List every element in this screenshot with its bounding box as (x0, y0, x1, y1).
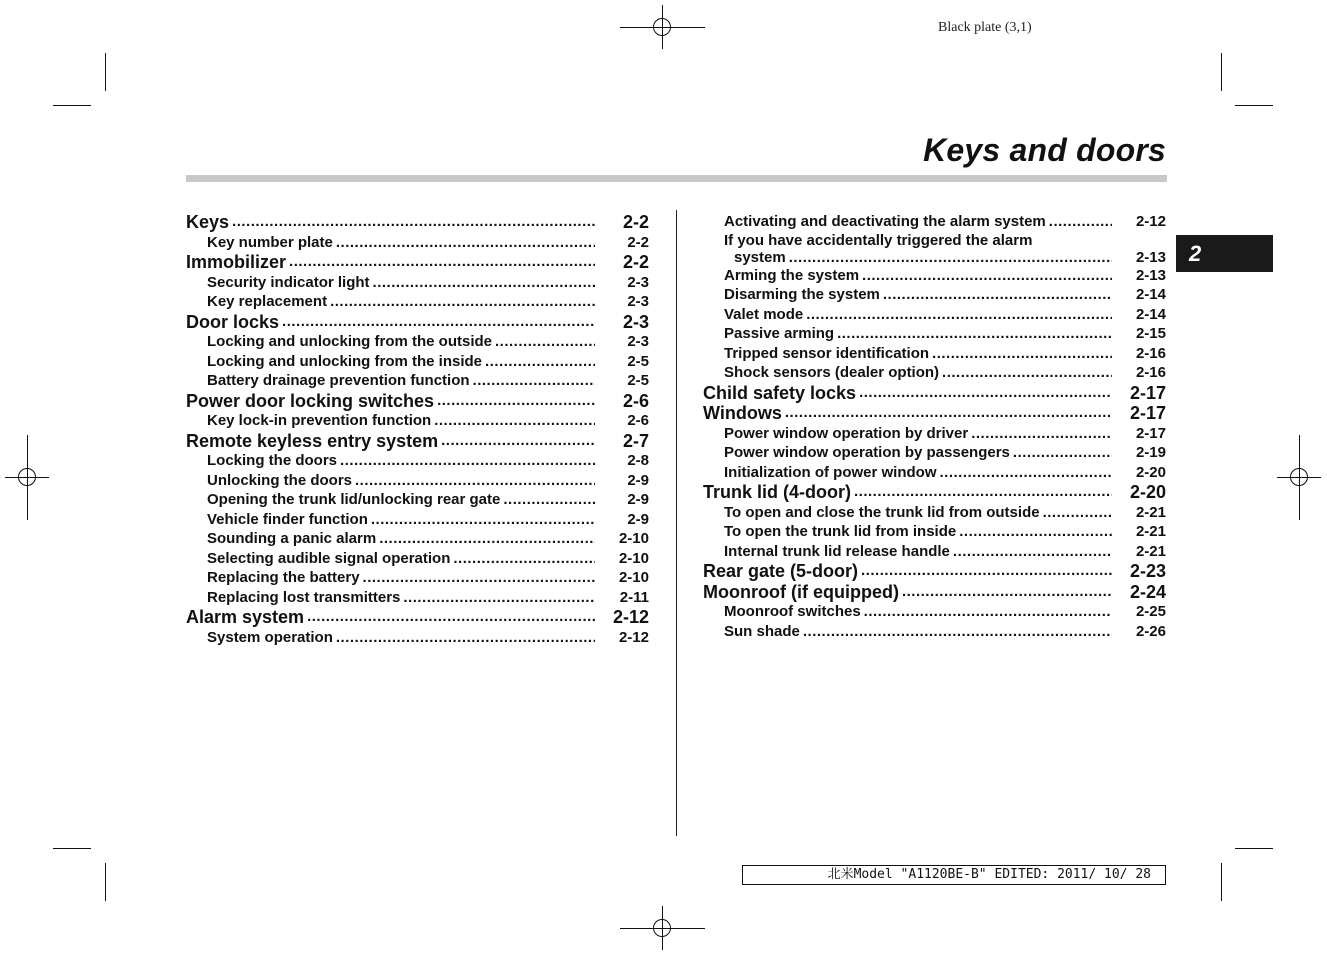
toc-entry-page: 2-10 (618, 530, 649, 547)
toc-entry-label: Power window operation by driver (724, 424, 969, 442)
toc-entry-page: 2-21 (1135, 503, 1166, 521)
dot-leader (336, 628, 595, 648)
toc-entry[interactable] (186, 252, 649, 273)
toc-entry-label: Disarming the system (724, 286, 880, 303)
toc-entry-label: Activating and deactivating the alarm system (724, 213, 1046, 230)
toc-entry-page: 2-17 (1129, 382, 1166, 403)
toc-entry-page: 2-16 (1135, 364, 1166, 381)
toc-entry-label: Locking the doors (207, 452, 338, 469)
toc-entry-label: Locking and unlocking from the inside (207, 352, 483, 370)
dot-leader (902, 582, 1112, 603)
crop-mark-tr-h (1235, 105, 1273, 106)
dot-leader (971, 424, 1112, 444)
toc-entry[interactable] (186, 490, 649, 510)
crop-mark-tl-h (53, 105, 91, 106)
toc-entry-page: 2-9 (627, 510, 649, 528)
toc-entry-label: Replacing lost transmitters (207, 588, 401, 606)
toc-entry[interactable] (703, 285, 1166, 305)
toc-entry-label: Child safety locks (703, 382, 857, 403)
dot-leader (434, 411, 595, 431)
toc-entry-page: 2-2 (622, 212, 649, 232)
toc-entry-label: Passive arming (724, 325, 835, 342)
toc-entry[interactable] (186, 471, 649, 491)
dot-leader (1049, 212, 1112, 232)
toc-entry[interactable] (703, 622, 1166, 642)
dot-leader (379, 529, 595, 549)
toc-entry-label: Tripped sensor identification (724, 344, 930, 362)
toc-entry-label: Door locks (186, 311, 280, 332)
toc-entry-page: 2-26 (1135, 622, 1166, 640)
toc-entry-page: 2-13 (1135, 266, 1166, 284)
toc-entry[interactable] (703, 503, 1166, 523)
dot-leader (803, 622, 1112, 642)
crop-mark-tr-v (1221, 53, 1222, 91)
toc-entry[interactable] (703, 424, 1166, 444)
dot-leader (282, 312, 595, 333)
toc-entry-page: 2-6 (622, 390, 649, 411)
chapter-tab[interactable]: 2 (1176, 235, 1273, 272)
toc-entry-page: 2-2 (622, 252, 649, 272)
toc-entry[interactable] (703, 403, 1166, 424)
toc-entry[interactable] (703, 522, 1166, 542)
toc-entry-page: 2-10 (618, 549, 649, 567)
toc-entry[interactable] (703, 232, 1166, 249)
toc-entry[interactable] (703, 266, 1166, 286)
toc-entry-label: Sounding a panic alarm (207, 530, 377, 547)
toc-entry-label: Vehicle finder function (207, 510, 368, 528)
toc-entry-label: Alarm system (186, 607, 305, 627)
toc-entry-label: Moonroof (if equipped) (703, 581, 899, 602)
toc-entry-page: 2-20 (1129, 482, 1166, 502)
toc-entry[interactable] (186, 411, 649, 431)
toc-entry-page: 2-13 (1135, 248, 1166, 266)
toc-entry[interactable] (186, 332, 649, 352)
dot-leader (862, 266, 1112, 286)
dot-leader (1043, 503, 1112, 523)
toc-entry-label: Replacing the battery (207, 569, 360, 586)
dot-leader (355, 471, 595, 491)
toc-entry[interactable] (186, 568, 649, 588)
toc-entry-page: 2-10 (618, 569, 649, 586)
dot-leader (940, 463, 1113, 483)
toc-entry[interactable] (703, 463, 1166, 483)
toc-entry[interactable] (703, 363, 1166, 383)
dot-leader (437, 391, 595, 412)
crop-mark-bl-h (53, 848, 91, 849)
toc-entry-page: 2-11 (619, 588, 649, 606)
dot-leader (859, 383, 1112, 404)
plate-label: Black plate (3,1) (938, 20, 1032, 35)
crop-mark-br-v (1221, 863, 1222, 901)
toc-entry-label: To open and close the trunk lid from outside (724, 503, 1040, 521)
toc-entry[interactable] (703, 324, 1166, 344)
toc-entry-page: 2-12 (1135, 213, 1166, 230)
toc-entry-label: Immobilizer (186, 252, 287, 272)
toc-entry[interactable] (703, 212, 1166, 232)
dot-leader (932, 344, 1112, 364)
toc-entry[interactable] (186, 451, 649, 471)
dot-leader (503, 490, 595, 510)
toc-entry-label: Remote keyless entry system (186, 430, 439, 451)
toc-right-column (703, 212, 1166, 641)
dot-leader (289, 252, 595, 273)
dot-leader (232, 212, 595, 233)
dot-leader (441, 431, 595, 452)
toc-entry-label: Locking and unlocking from the outside (207, 333, 493, 350)
toc-entry-label: Rear gate (5-door) (703, 561, 859, 581)
toc-entry[interactable] (186, 371, 649, 391)
toc-entry-label: Internal trunk lid release handle (724, 542, 950, 560)
title-rule (186, 175, 1167, 182)
toc-entry-page: 2-3 (622, 311, 649, 332)
toc-entry[interactable] (186, 312, 649, 333)
toc-entry[interactable] (186, 352, 649, 372)
toc-entry-page: 2-3 (627, 293, 649, 310)
toc-entry-label: Key lock-in prevention function (207, 412, 432, 429)
dot-leader (336, 233, 595, 253)
toc-entry-page: 2-23 (1129, 561, 1166, 581)
toc-entry[interactable] (703, 561, 1166, 582)
toc-entry[interactable] (186, 273, 649, 293)
crop-mark-bl-v (105, 863, 106, 901)
toc-entry[interactable] (703, 602, 1166, 622)
toc-entry-label: Key replacement (207, 293, 328, 310)
dot-leader (942, 363, 1112, 383)
toc-entry-label: Security indicator light (207, 273, 370, 291)
toc-entry[interactable] (703, 249, 1166, 266)
dot-leader (330, 292, 595, 312)
dot-leader (485, 352, 595, 372)
toc-entry[interactable] (186, 549, 649, 569)
toc-entry-page: 2-9 (627, 491, 649, 508)
dot-leader (806, 305, 1112, 325)
dot-leader (340, 451, 595, 471)
dot-leader (307, 607, 595, 628)
toc-entry-label: Windows (703, 403, 782, 423)
toc-entry[interactable] (703, 443, 1166, 463)
toc-entry[interactable] (186, 233, 649, 253)
toc-entry-page: 2-5 (627, 352, 649, 370)
toc-entry-page: 2-5 (627, 372, 649, 389)
toc-entry-page: 2-21 (1135, 542, 1166, 560)
toc-entry[interactable] (186, 588, 649, 608)
toc-entry[interactable] (703, 542, 1166, 562)
toc-entry[interactable] (186, 212, 649, 233)
toc-entry-page: 2-6 (627, 412, 649, 429)
toc-entry-label: Moonroof switches (724, 603, 861, 620)
dot-leader (959, 522, 1112, 542)
toc-entry-page: 2-21 (1135, 523, 1166, 540)
toc-entry-page: 2-17 (1135, 424, 1166, 442)
toc-entry-page: 2-24 (1129, 581, 1166, 602)
dot-leader (854, 482, 1112, 503)
toc-entry-page: 2-17 (1129, 403, 1166, 423)
toc-entry-page: 2-8 (627, 452, 649, 469)
toc-entry[interactable] (703, 482, 1166, 503)
toc-entry[interactable] (186, 628, 649, 648)
dot-leader (373, 273, 595, 293)
toc-entry-label: Initialization of power window (724, 463, 937, 481)
toc-entry[interactable] (703, 305, 1166, 325)
toc-left-column (186, 212, 649, 647)
toc-entry-page: 2-14 (1135, 305, 1166, 323)
toc-entry-label: Key number plate (207, 233, 333, 251)
toc-entry[interactable] (703, 383, 1166, 404)
toc-entry-label: Selecting audible signal operation (207, 549, 451, 567)
crop-mark-br-h (1235, 848, 1273, 849)
toc-entry-label: Valet mode (724, 305, 804, 323)
crop-mark-tl-v (105, 53, 106, 91)
toc-entry-page: 2-12 (612, 607, 649, 627)
dot-leader (473, 371, 595, 391)
dot-leader (495, 332, 595, 352)
dot-leader (363, 568, 595, 588)
dot-leader (864, 602, 1112, 622)
toc-entry-label: Opening the trunk lid/unlocking rear gate (207, 491, 501, 508)
dot-leader (371, 510, 595, 530)
toc-entry-page: 2-2 (627, 233, 649, 251)
toc-entry-page: 2-16 (1135, 344, 1166, 362)
toc-entry-label: Sun shade (724, 622, 800, 640)
toc-entry-label: Power window operation by passengers (724, 444, 1010, 461)
edit-stamp: 北米Model "A1120BE-B" EDITED: 2011/ 10/ 28 (742, 865, 1166, 885)
toc-entry[interactable] (186, 391, 649, 412)
toc-entry[interactable] (186, 529, 649, 549)
toc-entry-page: 2-20 (1135, 463, 1166, 481)
toc-entry-label: system (734, 248, 786, 266)
toc-entry-page: 2-12 (618, 628, 649, 646)
toc-entry-label: Keys (186, 212, 230, 232)
dot-leader (861, 561, 1112, 582)
toc-entry-label: If you have accidentally triggered the alarm (724, 231, 1033, 249)
dot-leader (789, 249, 1112, 266)
dot-leader (837, 324, 1112, 344)
toc-entry-label: Trunk lid (4-door) (703, 482, 851, 502)
toc-entry-label: System operation (207, 628, 333, 646)
dot-leader (453, 549, 595, 569)
toc-entry-label: To open the trunk lid from inside (724, 523, 957, 540)
toc-entry[interactable] (186, 510, 649, 530)
toc-entry[interactable] (186, 607, 649, 628)
toc-entry[interactable] (703, 582, 1166, 603)
toc-entry-page: 2-19 (1135, 444, 1166, 461)
toc-entry-label: Arming the system (724, 266, 860, 284)
toc-entry-page: 2-25 (1135, 603, 1166, 620)
toc-entry-page: 2-15 (1135, 325, 1166, 342)
dot-leader (403, 588, 595, 608)
toc-entry-page: 2-7 (622, 430, 649, 451)
toc-entry[interactable] (186, 431, 649, 452)
toc-entry[interactable] (703, 344, 1166, 364)
dot-leader (1013, 443, 1112, 463)
dot-leader (953, 542, 1112, 562)
toc-entry-label: Shock sensors (dealer option) (724, 364, 940, 381)
toc-entry[interactable] (186, 292, 649, 312)
dot-leader (785, 403, 1112, 424)
toc-entry-page: 2-14 (1135, 286, 1166, 303)
toc-entry-page: 2-9 (627, 471, 649, 489)
toc-entry-label: Power door locking switches (186, 390, 435, 411)
dot-leader (883, 285, 1112, 305)
toc-entry-label: Unlocking the doors (207, 471, 353, 489)
toc-entry-page: 2-3 (627, 273, 649, 291)
toc-entry-page: 2-3 (627, 333, 649, 350)
column-divider (676, 210, 677, 836)
page-title: Keys and doors (923, 132, 1166, 168)
toc-entry-label: Battery drainage prevention function (207, 372, 470, 389)
